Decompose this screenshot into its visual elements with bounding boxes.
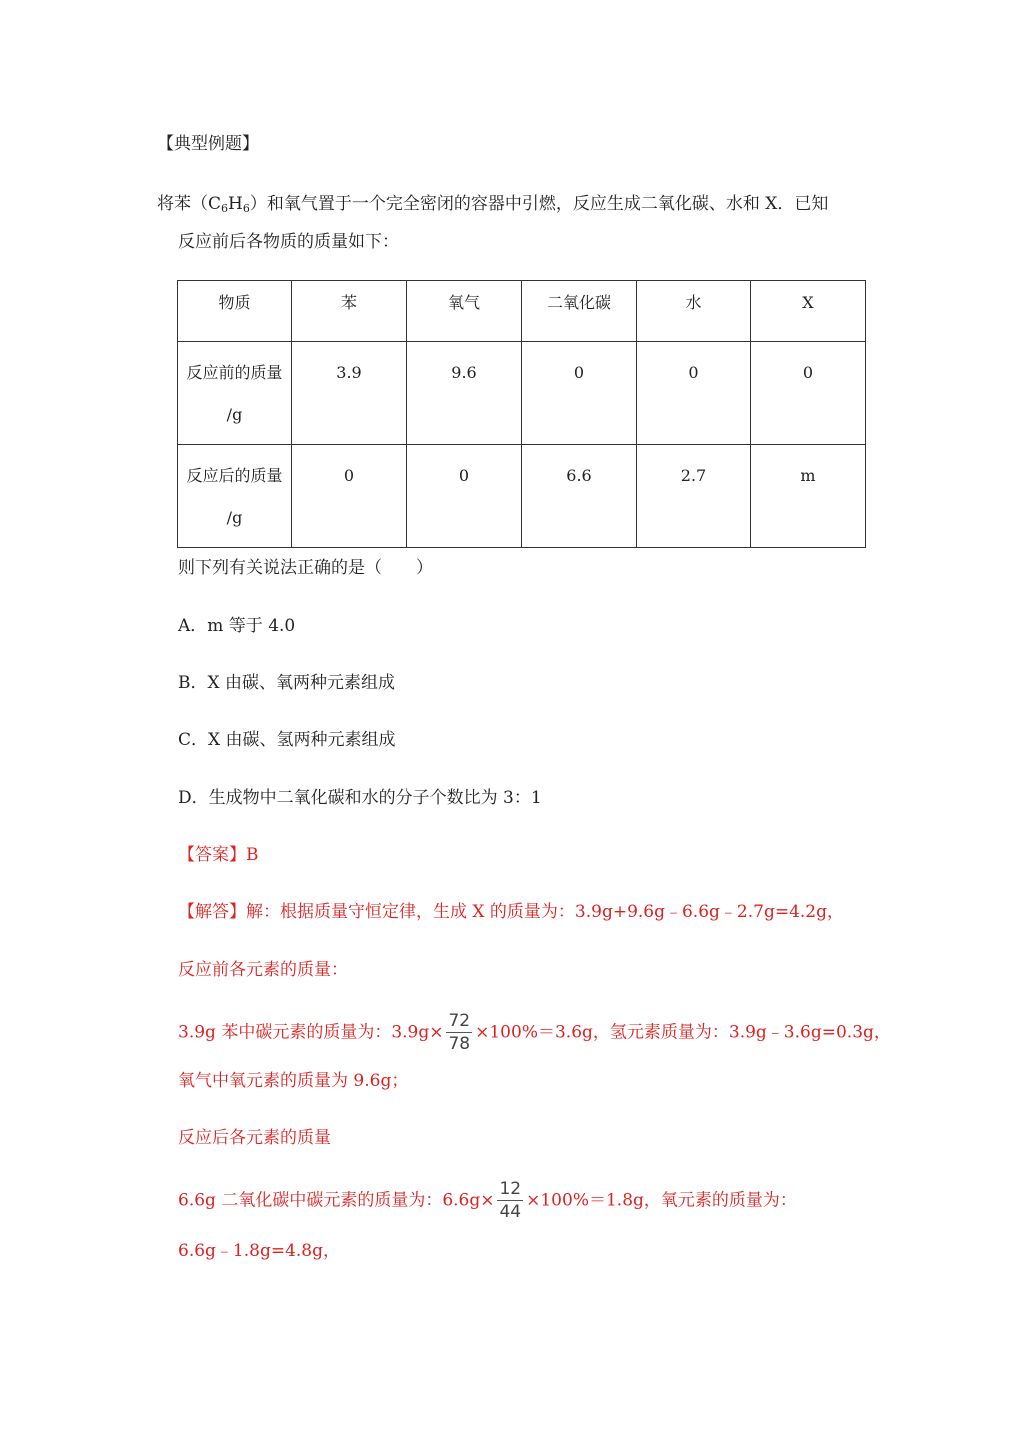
- row-label: [178, 342, 292, 445]
- header-cell: X: [751, 281, 866, 342]
- analysis-line-5: 反应后各元素的质量: [178, 1128, 331, 1148]
- subscript-c: 6: [221, 202, 229, 215]
- analysis-text: 解：根据质量守恒定律，生成 X 的质量为：3.9g+9.6g﹣6.6g﹣2.7g=4.2g，: [246, 902, 844, 922]
- analysis-line-2: 反应前各元素的质量：: [178, 960, 348, 980]
- table-cell: 2.7: [637, 445, 751, 548]
- answer-line: [178, 844, 259, 866]
- row-label-line-1: 反应后的质量: [186, 466, 283, 485]
- row-label-line-1: 反应前的质量: [186, 363, 283, 382]
- header-cell: 二氧化碳: [522, 281, 637, 342]
- answer-tag: 【答案】: [178, 845, 246, 865]
- row-label-line-2: /g: [226, 405, 243, 424]
- fraction-denominator: 44: [499, 1202, 522, 1222]
- fraction-numerator: 12: [499, 1179, 522, 1199]
- analysis-text-a: 6.6g 二氧化碳中碳元素的质量为：6.6g×: [178, 1190, 495, 1211]
- table-cell: m: [751, 445, 866, 548]
- question-prompt: 则下列有关说法正确的是（ ）: [178, 558, 433, 578]
- fraction-numerator: 72: [448, 1011, 471, 1031]
- row-label-line-2: /g: [226, 508, 243, 527]
- option-a: A．m 等于 4.0: [178, 616, 296, 636]
- question-line-1: [157, 193, 828, 215]
- analysis-line-4: 氧气中氧元素的质量为 9.6g；: [178, 1071, 409, 1091]
- subscript-h: 6: [242, 202, 250, 215]
- question-line-2: 反应前后各物质的质量如下：: [178, 232, 399, 252]
- fraction-72-78: [446, 1010, 472, 1055]
- row-label: [178, 445, 292, 548]
- question-text-b: H: [228, 194, 243, 214]
- header-cell: 苯: [292, 281, 407, 342]
- option-c: C．X 由碳、氢两种元素组成: [178, 730, 396, 750]
- table-cell: 0: [292, 445, 407, 548]
- section-heading: 【典型例题】: [157, 134, 259, 154]
- option-b: B．X 由碳、氧两种元素组成: [178, 673, 395, 693]
- analysis-line-7: 6.6g﹣1.8g=4.8g，: [178, 1241, 340, 1261]
- analysis-text-b: ×100%＝1.8g，氧元素的质量为：: [526, 1190, 797, 1211]
- table-cell: 0: [637, 342, 751, 445]
- header-cell: 氧气: [407, 281, 522, 342]
- analysis-tag: 【解答】: [178, 902, 246, 922]
- analysis-line-1: [178, 901, 844, 923]
- fraction-denominator: 78: [448, 1034, 471, 1054]
- table-cell: 6.6: [522, 445, 637, 548]
- table-row: [178, 445, 866, 548]
- question-text-a: 将苯（C: [157, 194, 222, 214]
- fraction-12-44: [497, 1178, 523, 1223]
- analysis-text-b: ×100%＝3.6g，氢元素质量为：3.9g﹣3.6g=0.3g，: [475, 1022, 891, 1043]
- header-cell: 物质: [178, 281, 292, 342]
- table-cell: 3.9: [292, 342, 407, 445]
- table-cell: 0: [751, 342, 866, 445]
- question-text-c: ）和氧气置于一个完全密闭的容器中引燃，反应生成二氧化碳、水和 X．已知: [249, 194, 829, 214]
- analysis-line-6: [178, 1178, 797, 1223]
- answer-value: B: [246, 845, 259, 865]
- option-d: D．生成物中二氧化碳和水的分子个数比为 3：1: [178, 788, 542, 808]
- mass-table: [177, 280, 866, 548]
- analysis-line-3: [178, 1010, 891, 1055]
- table-cell: 0: [522, 342, 637, 445]
- analysis-text-a: 3.9g 苯中碳元素的质量为：3.9g×: [178, 1022, 444, 1043]
- table-header-row: [178, 281, 866, 342]
- table-cell: 9.6: [407, 342, 522, 445]
- header-cell: 水: [637, 281, 751, 342]
- table-cell: 0: [407, 445, 522, 548]
- table-row: [178, 342, 866, 445]
